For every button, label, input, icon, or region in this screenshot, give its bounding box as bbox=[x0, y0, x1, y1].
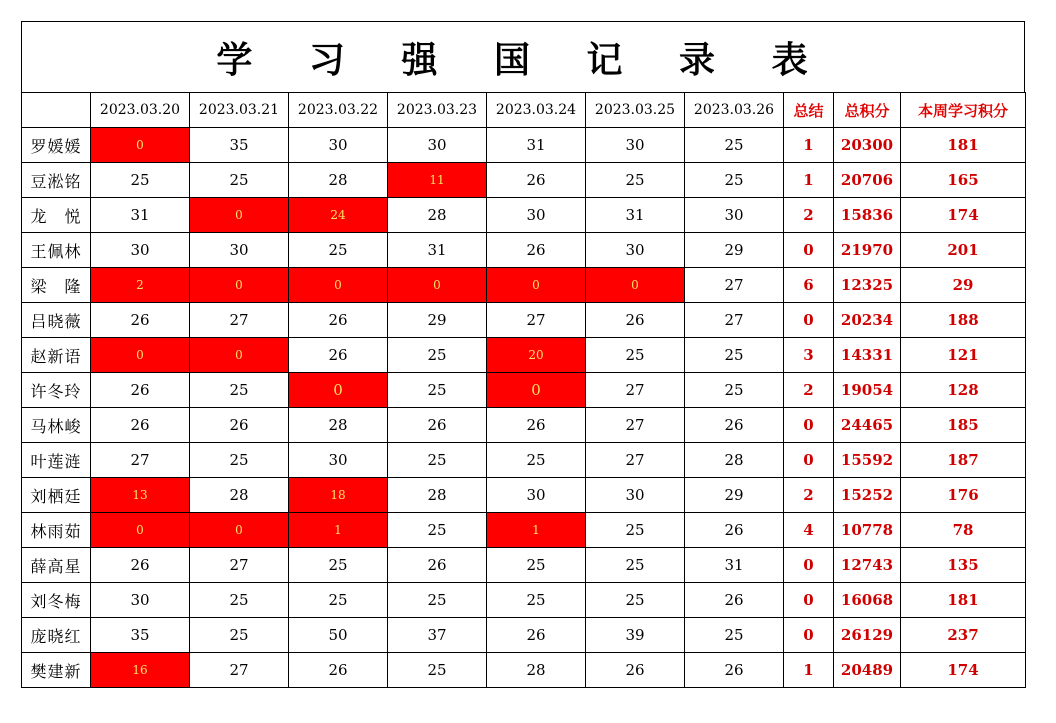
daily-score-cell: 28 bbox=[190, 478, 289, 513]
daily-score-cell-highlighted: 0 bbox=[487, 373, 586, 408]
summary-cell: 1 bbox=[784, 163, 834, 198]
daily-score-cell-highlighted: 0 bbox=[190, 198, 289, 233]
daily-score-cell: 26 bbox=[685, 408, 784, 443]
table-row bbox=[22, 268, 1026, 303]
daily-score-cell: 27 bbox=[586, 373, 685, 408]
daily-score-cell: 26 bbox=[685, 583, 784, 618]
date-column-header: 2023.03.26 bbox=[685, 93, 784, 128]
daily-score-cell: 30 bbox=[91, 233, 190, 268]
daily-score-cell: 35 bbox=[91, 618, 190, 653]
total-score-cell: 12325 bbox=[834, 268, 901, 303]
daily-score-cell: 30 bbox=[586, 478, 685, 513]
table-row bbox=[22, 198, 1026, 233]
daily-score-cell: 26 bbox=[289, 653, 388, 688]
total-score-cell: 20300 bbox=[834, 128, 901, 163]
total-score-cell: 15592 bbox=[834, 443, 901, 478]
daily-score-cell: 25 bbox=[289, 233, 388, 268]
daily-score-cell: 26 bbox=[91, 303, 190, 338]
table-row bbox=[22, 163, 1026, 198]
daily-score-cell: 25 bbox=[190, 373, 289, 408]
daily-score-cell: 25 bbox=[190, 443, 289, 478]
daily-score-cell: 30 bbox=[190, 233, 289, 268]
table-row bbox=[22, 443, 1026, 478]
daily-score-cell: 26 bbox=[487, 618, 586, 653]
daily-score-cell: 26 bbox=[586, 653, 685, 688]
daily-score-cell: 28 bbox=[289, 163, 388, 198]
daily-score-cell-highlighted: 0 bbox=[190, 338, 289, 373]
daily-score-cell-highlighted: 0 bbox=[289, 373, 388, 408]
daily-score-cell: 25 bbox=[685, 128, 784, 163]
daily-score-cell: 25 bbox=[91, 163, 190, 198]
daily-score-cell: 26 bbox=[91, 548, 190, 583]
daily-score-cell: 30 bbox=[289, 128, 388, 163]
total-score-cell: 20706 bbox=[834, 163, 901, 198]
daily-score-cell: 31 bbox=[388, 233, 487, 268]
daily-score-cell: 30 bbox=[487, 198, 586, 233]
summary-cell: 0 bbox=[784, 233, 834, 268]
total-score-cell: 20234 bbox=[834, 303, 901, 338]
daily-score-cell-highlighted: 0 bbox=[190, 513, 289, 548]
daily-score-cell: 27 bbox=[586, 443, 685, 478]
total-score-cell: 10778 bbox=[834, 513, 901, 548]
daily-score-cell: 29 bbox=[685, 478, 784, 513]
total-score-cell: 14331 bbox=[834, 338, 901, 373]
summary-cell: 4 bbox=[784, 513, 834, 548]
daily-score-cell: 25 bbox=[685, 373, 784, 408]
daily-score-cell-highlighted: 0 bbox=[91, 338, 190, 373]
daily-score-cell: 27 bbox=[685, 268, 784, 303]
daily-score-cell: 25 bbox=[190, 163, 289, 198]
daily-score-cell: 25 bbox=[388, 583, 487, 618]
table-row bbox=[22, 233, 1026, 268]
daily-score-cell: 31 bbox=[685, 548, 784, 583]
weekly-score-cell: 135 bbox=[901, 548, 1026, 583]
daily-score-cell-highlighted: 0 bbox=[190, 268, 289, 303]
score-table bbox=[21, 92, 1026, 688]
daily-score-cell: 28 bbox=[487, 653, 586, 688]
daily-score-cell: 26 bbox=[388, 408, 487, 443]
weekly-score-cell: 78 bbox=[901, 513, 1026, 548]
table-row bbox=[22, 373, 1026, 408]
table-row bbox=[22, 303, 1026, 338]
daily-score-cell-highlighted: 13 bbox=[91, 478, 190, 513]
weekly-score-cell: 181 bbox=[901, 583, 1026, 618]
daily-score-cell: 25 bbox=[388, 443, 487, 478]
daily-score-cell: 26 bbox=[487, 233, 586, 268]
table-row bbox=[22, 513, 1026, 548]
student-name-cell: 龙 悦 bbox=[22, 198, 91, 233]
summary-column-header: 总结 bbox=[784, 93, 834, 128]
daily-score-cell: 28 bbox=[685, 443, 784, 478]
table-row bbox=[22, 408, 1026, 443]
summary-cell: 0 bbox=[784, 303, 834, 338]
daily-score-cell: 25 bbox=[586, 548, 685, 583]
record-sheet bbox=[21, 21, 1025, 688]
table-row bbox=[22, 653, 1026, 688]
date-column-header: 2023.03.21 bbox=[190, 93, 289, 128]
daily-score-cell: 25 bbox=[586, 163, 685, 198]
daily-score-cell: 30 bbox=[586, 233, 685, 268]
date-column-header: 2023.03.24 bbox=[487, 93, 586, 128]
daily-score-cell: 26 bbox=[289, 303, 388, 338]
student-name-cell: 王佩林 bbox=[22, 233, 91, 268]
daily-score-cell: 30 bbox=[685, 198, 784, 233]
daily-score-cell: 35 bbox=[190, 128, 289, 163]
daily-score-cell: 27 bbox=[190, 548, 289, 583]
daily-score-cell: 26 bbox=[91, 373, 190, 408]
daily-score-cell: 25 bbox=[487, 443, 586, 478]
daily-score-cell: 26 bbox=[685, 513, 784, 548]
student-name-cell: 庞晓红 bbox=[22, 618, 91, 653]
daily-score-cell-highlighted: 0 bbox=[289, 268, 388, 303]
daily-score-cell: 39 bbox=[586, 618, 685, 653]
student-name-cell: 刘栖廷 bbox=[22, 478, 91, 513]
daily-score-cell: 25 bbox=[190, 583, 289, 618]
student-name-cell: 薛高星 bbox=[22, 548, 91, 583]
date-column-header: 2023.03.23 bbox=[388, 93, 487, 128]
table-row bbox=[22, 583, 1026, 618]
student-name-cell: 叶莲涟 bbox=[22, 443, 91, 478]
daily-score-cell: 25 bbox=[190, 618, 289, 653]
daily-score-cell-highlighted: 0 bbox=[388, 268, 487, 303]
date-column-header: 2023.03.20 bbox=[91, 93, 190, 128]
daily-score-cell: 26 bbox=[487, 163, 586, 198]
daily-score-cell: 25 bbox=[487, 583, 586, 618]
daily-score-cell: 31 bbox=[91, 198, 190, 233]
daily-score-cell: 31 bbox=[586, 198, 685, 233]
student-name-cell: 梁 隆 bbox=[22, 268, 91, 303]
weekly-score-cell: 174 bbox=[901, 198, 1026, 233]
summary-cell: 0 bbox=[784, 618, 834, 653]
daily-score-cell: 28 bbox=[388, 198, 487, 233]
daily-score-cell: 25 bbox=[289, 548, 388, 583]
daily-score-cell: 27 bbox=[190, 303, 289, 338]
weekly-score-cell: 185 bbox=[901, 408, 1026, 443]
daily-score-cell: 25 bbox=[586, 338, 685, 373]
student-name-cell: 豆淞铭 bbox=[22, 163, 91, 198]
table-row bbox=[22, 548, 1026, 583]
weekly-score-cell: 165 bbox=[901, 163, 1026, 198]
total-score-cell: 12743 bbox=[834, 548, 901, 583]
daily-score-cell: 26 bbox=[91, 408, 190, 443]
daily-score-cell: 25 bbox=[388, 338, 487, 373]
daily-score-cell: 50 bbox=[289, 618, 388, 653]
daily-score-cell: 25 bbox=[388, 373, 487, 408]
daily-score-cell: 25 bbox=[289, 583, 388, 618]
student-name-cell: 吕晓薇 bbox=[22, 303, 91, 338]
total-score-cell: 16068 bbox=[834, 583, 901, 618]
total-score-cell: 21970 bbox=[834, 233, 901, 268]
daily-score-cell-highlighted: 1 bbox=[487, 513, 586, 548]
daily-score-cell: 25 bbox=[487, 548, 586, 583]
daily-score-cell: 27 bbox=[190, 653, 289, 688]
summary-cell: 3 bbox=[784, 338, 834, 373]
weekly-score-cell: 237 bbox=[901, 618, 1026, 653]
daily-score-cell: 27 bbox=[586, 408, 685, 443]
daily-score-cell: 30 bbox=[388, 128, 487, 163]
daily-score-cell: 28 bbox=[388, 478, 487, 513]
daily-score-cell: 26 bbox=[289, 338, 388, 373]
summary-cell: 0 bbox=[784, 548, 834, 583]
daily-score-cell: 30 bbox=[289, 443, 388, 478]
daily-score-cell: 27 bbox=[487, 303, 586, 338]
date-column-header: 2023.03.25 bbox=[586, 93, 685, 128]
daily-score-cell-highlighted: 0 bbox=[487, 268, 586, 303]
total-score-cell: 24465 bbox=[834, 408, 901, 443]
daily-score-cell: 29 bbox=[388, 303, 487, 338]
student-name-cell: 林雨茹 bbox=[22, 513, 91, 548]
daily-score-cell-highlighted: 24 bbox=[289, 198, 388, 233]
summary-cell: 2 bbox=[784, 373, 834, 408]
table-row bbox=[22, 128, 1026, 163]
summary-cell: 0 bbox=[784, 583, 834, 618]
daily-score-cell-highlighted: 11 bbox=[388, 163, 487, 198]
student-name-cell: 赵新语 bbox=[22, 338, 91, 373]
daily-score-cell-highlighted: 16 bbox=[91, 653, 190, 688]
daily-score-cell-highlighted: 1 bbox=[289, 513, 388, 548]
total-score-cell: 20489 bbox=[834, 653, 901, 688]
daily-score-cell-highlighted: 20 bbox=[487, 338, 586, 373]
name-column-header bbox=[22, 93, 91, 128]
table-body bbox=[22, 128, 1026, 688]
week-column-header: 本周学习积分 bbox=[901, 93, 1026, 128]
daily-score-cell: 25 bbox=[388, 653, 487, 688]
summary-cell: 1 bbox=[784, 128, 834, 163]
daily-score-cell: 27 bbox=[685, 303, 784, 338]
total-score-cell: 15836 bbox=[834, 198, 901, 233]
daily-score-cell: 26 bbox=[685, 653, 784, 688]
daily-score-cell: 30 bbox=[487, 478, 586, 513]
daily-score-cell: 25 bbox=[586, 583, 685, 618]
daily-score-cell-highlighted: 0 bbox=[586, 268, 685, 303]
daily-score-cell-highlighted: 0 bbox=[91, 128, 190, 163]
table-row bbox=[22, 478, 1026, 513]
daily-score-cell-highlighted: 0 bbox=[91, 513, 190, 548]
daily-score-cell: 26 bbox=[487, 408, 586, 443]
weekly-score-cell: 187 bbox=[901, 443, 1026, 478]
daily-score-cell: 28 bbox=[289, 408, 388, 443]
summary-cell: 0 bbox=[784, 443, 834, 478]
total-score-cell: 15252 bbox=[834, 478, 901, 513]
weekly-score-cell: 181 bbox=[901, 128, 1026, 163]
summary-cell: 1 bbox=[784, 653, 834, 688]
student-name-cell: 马林峻 bbox=[22, 408, 91, 443]
header-row bbox=[22, 93, 1026, 128]
daily-score-cell: 29 bbox=[685, 233, 784, 268]
daily-score-cell: 30 bbox=[91, 583, 190, 618]
sheet-title: 学 习 强 国 记 录 表 bbox=[21, 21, 1025, 92]
weekly-score-cell: 174 bbox=[901, 653, 1026, 688]
student-name-cell: 罗媛媛 bbox=[22, 128, 91, 163]
weekly-score-cell: 121 bbox=[901, 338, 1026, 373]
weekly-score-cell: 188 bbox=[901, 303, 1026, 338]
table-row bbox=[22, 618, 1026, 653]
daily-score-cell: 37 bbox=[388, 618, 487, 653]
summary-cell: 6 bbox=[784, 268, 834, 303]
weekly-score-cell: 128 bbox=[901, 373, 1026, 408]
daily-score-cell: 25 bbox=[685, 338, 784, 373]
daily-score-cell: 26 bbox=[586, 303, 685, 338]
daily-score-cell: 27 bbox=[91, 443, 190, 478]
total-score-cell: 19054 bbox=[834, 373, 901, 408]
daily-score-cell: 25 bbox=[685, 163, 784, 198]
daily-score-cell: 25 bbox=[388, 513, 487, 548]
table-row bbox=[22, 338, 1026, 373]
summary-cell: 2 bbox=[784, 198, 834, 233]
student-name-cell: 许冬玲 bbox=[22, 373, 91, 408]
total-column-header: 总积分 bbox=[834, 93, 901, 128]
student-name-cell: 刘冬梅 bbox=[22, 583, 91, 618]
daily-score-cell: 25 bbox=[586, 513, 685, 548]
daily-score-cell-highlighted: 18 bbox=[289, 478, 388, 513]
daily-score-cell: 31 bbox=[487, 128, 586, 163]
summary-cell: 0 bbox=[784, 408, 834, 443]
summary-cell: 2 bbox=[784, 478, 834, 513]
weekly-score-cell: 29 bbox=[901, 268, 1026, 303]
daily-score-cell: 30 bbox=[586, 128, 685, 163]
daily-score-cell-highlighted: 2 bbox=[91, 268, 190, 303]
daily-score-cell: 25 bbox=[685, 618, 784, 653]
total-score-cell: 26129 bbox=[834, 618, 901, 653]
daily-score-cell: 26 bbox=[388, 548, 487, 583]
weekly-score-cell: 201 bbox=[901, 233, 1026, 268]
daily-score-cell: 26 bbox=[190, 408, 289, 443]
weekly-score-cell: 176 bbox=[901, 478, 1026, 513]
student-name-cell: 樊建新 bbox=[22, 653, 91, 688]
date-column-header: 2023.03.22 bbox=[289, 93, 388, 128]
